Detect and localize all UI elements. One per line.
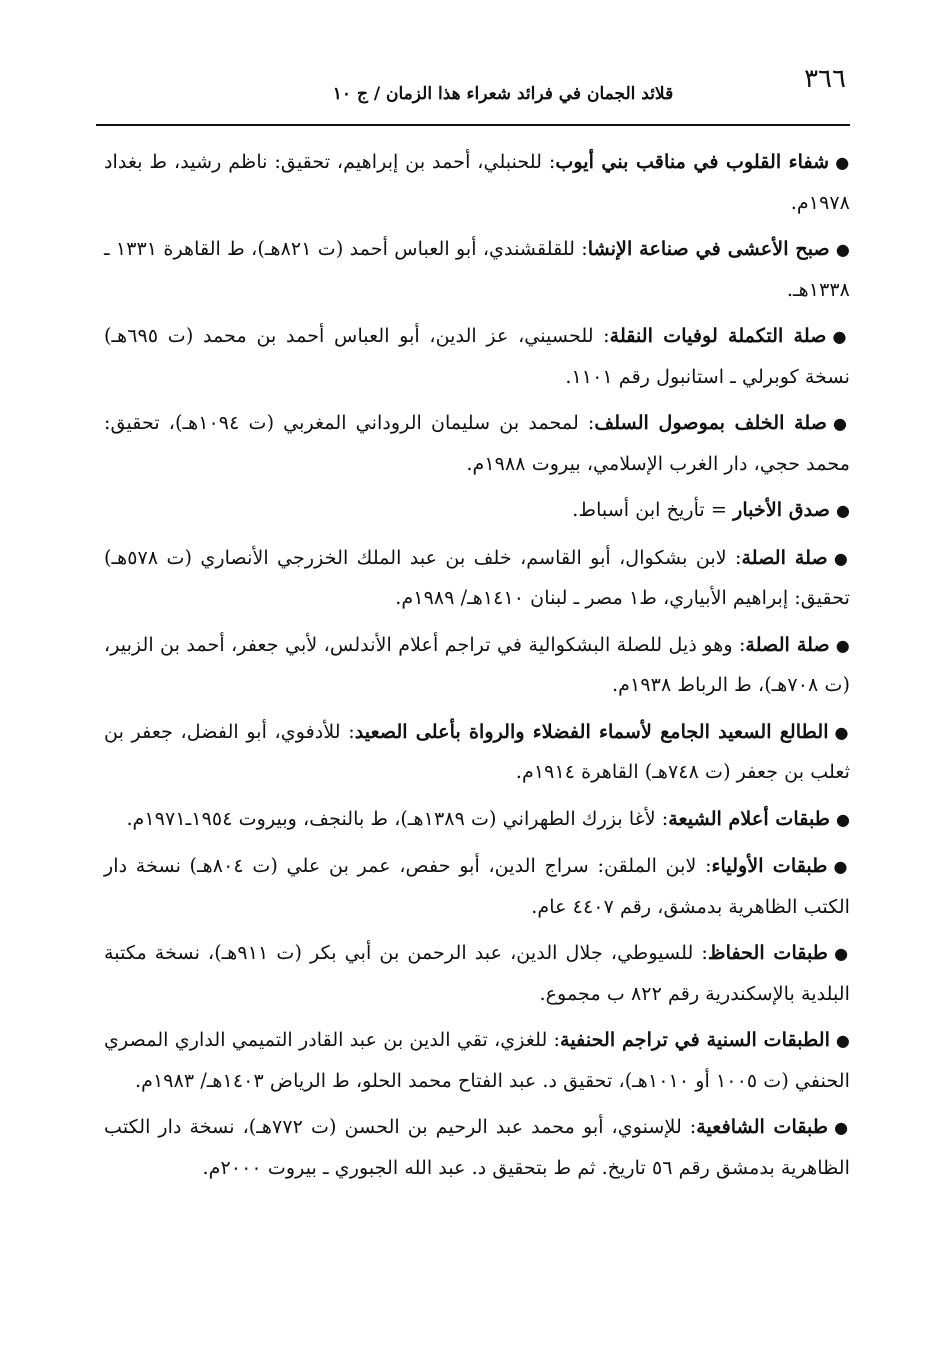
header-rule xyxy=(96,124,850,126)
bullet-icon: ● xyxy=(833,414,850,433)
bullet-icon: ● xyxy=(833,857,850,876)
running-title: قلائد الجمان في فرائد شعراء هذا الزمان / ج ١٠ xyxy=(332,84,674,104)
bullet-icon: ● xyxy=(834,722,850,742)
bibliography-entry xyxy=(104,229,850,309)
entry-text: : للإسنوي، أبو محمد عبد الرحيم بن الحسن (ت ٧٧٢هـ)، نسخة دار الكتب الظاهرية بدمشق رقم ٥٦ تاريخ. ثم ط بتحقيق د. عبد الله الجبوري ـ بيروت ٢٠٠٠م. xyxy=(104,1115,850,1179)
entry-title: صلة التكملة لوفيات النقلة xyxy=(609,324,827,347)
bibliography-entry xyxy=(104,712,850,792)
entry-text: : للسيوطي، جلال الدين، عبد الرحمن بن أبي بكر (ت ٩١١هـ)، نسخة مكتبة البلدية بالإسكندرية رقم ٨٢٢ ب مجموع. xyxy=(104,941,850,1005)
bullet-icon: ● xyxy=(833,548,850,568)
entry-text: : لأغا بزرك الطهراني (ت ١٣٨٩هـ)، ط بالنجف، وبيروت ١٩٥٤ـ١٩٧١م. xyxy=(126,806,669,830)
entry-title: صدق الأخبار xyxy=(733,498,831,521)
bibliography-entry xyxy=(104,1020,850,1100)
entry-text: : للأدفوي، أبو الفضل، جعفر بن ثعلب بن جعفر (ت ٧٤٨هـ) القاهرة ١٩١٤م. xyxy=(104,719,850,783)
bullet-icon: ● xyxy=(835,635,850,655)
entry-title: طبقات الأولياء xyxy=(711,854,828,877)
entry-text: : للحسيني، عز الدين، أبو العباس أحمد بن محمد (ت ٦٩٥هـ) نسخة كوبرلي ـ استانبول رقم ١١٠١. xyxy=(104,324,850,388)
entry-text: : لابن الملقن: سراج الدين، أبو حفص، عمر بن علي (ت ٨٠٤هـ) نسخة دار الكتب الظاهرية بدمشق، رقم ٤٤٠٧ عام. xyxy=(104,854,850,918)
entry-text: : للغزي، تقي الدين بن عبد القادر التميمي الداري المصري الحنفي (ت ١٠٠٥ أو ١٠١٠هـ)، تحقيق د. عبد الفتاح محمد الحلو، ط الرياض ١٤٠٣هـ/ ١٩٨٣م. xyxy=(104,1028,850,1092)
bullet-icon: ● xyxy=(835,1031,850,1050)
bibliography-entry xyxy=(104,538,850,618)
entry-text: : للقلقشندي، أبو العباس أحمد (ت ٨٢١هـ)، ط القاهرة ١٣٣١ ـ ١٣٣٨هـ. xyxy=(104,237,850,301)
entry-text: = تأريخ ابن أسباط. xyxy=(572,498,734,521)
bullet-icon: ● xyxy=(832,327,850,346)
entry-title: طبقات الحفاظ xyxy=(707,941,829,964)
entry-title: شفاء القلوب في مناقب بني أيوب xyxy=(555,150,830,173)
entry-title: صبح الأعشى في صناعة الإنشا xyxy=(587,237,830,260)
bibliography-list xyxy=(104,142,850,1194)
entry-text: : لمحمد بن سليمان الروداني المغربي (ت ١٠٩٤هـ)، تحقيق: محمد حجي، دار الغرب الإسلامي، بيروت ١٩٨٨م. xyxy=(104,411,850,475)
bullet-icon: ● xyxy=(834,944,850,963)
page-number: ٣٦٦ xyxy=(804,64,846,94)
page-header xyxy=(100,64,846,120)
entry-title: طبقات أعلام الشيعة xyxy=(668,806,831,830)
bibliography-entry xyxy=(104,403,850,483)
bullet-icon: ● xyxy=(835,153,850,172)
entry-title: صلة الصلة xyxy=(745,632,830,656)
entry-text: : لابن بشكوال، أبو القاسم، خلف بن عبد الملك الخزرجي الأنصاري (ت ٥٧٨هـ) تحقيق: إبراهيم الأبياري، ط١ مصر ـ لبنان ١٤١٠هـ/ ١٩٨٩م. xyxy=(104,545,850,609)
bibliography-entry xyxy=(104,142,850,222)
bullet-icon: ● xyxy=(836,501,850,520)
bullet-icon: ● xyxy=(835,240,850,259)
bibliography-entry xyxy=(104,625,850,705)
entry-title: الطالع السعيد الجامع لأسماء الفضلاء والرواة بأعلى الصعيد xyxy=(354,719,829,743)
bullet-icon: ● xyxy=(834,1118,850,1137)
bibliography-entry xyxy=(104,799,850,840)
bibliography-entry xyxy=(104,316,850,396)
bibliography-entry xyxy=(104,933,850,1013)
entry-title: صلة الصلة xyxy=(741,545,828,569)
bibliography-entry xyxy=(104,846,850,926)
entry-title: صلة الخلف بموصول السلف xyxy=(594,411,828,434)
bullet-icon: ● xyxy=(836,809,850,829)
bibliography-entry xyxy=(104,490,850,531)
entry-title: طبقات الشافعية xyxy=(696,1115,829,1138)
entry-text: : وهو ذيل للصلة البشكوالية في تراجم أعلام الأندلس، لأبي جعفر، أحمد بن الزبير، (ت ٧٠٨هـ)، ط الرباط ١٩٣٨م. xyxy=(104,632,850,696)
bibliography-entry xyxy=(104,1107,850,1187)
entry-text: : للحنبلي، أحمد بن إبراهيم، تحقيق: ناظم رشيد، ط بغداد ١٩٧٨م. xyxy=(104,150,850,214)
entry-title: الطبقات السنية في تراجم الحنفية xyxy=(560,1028,830,1051)
